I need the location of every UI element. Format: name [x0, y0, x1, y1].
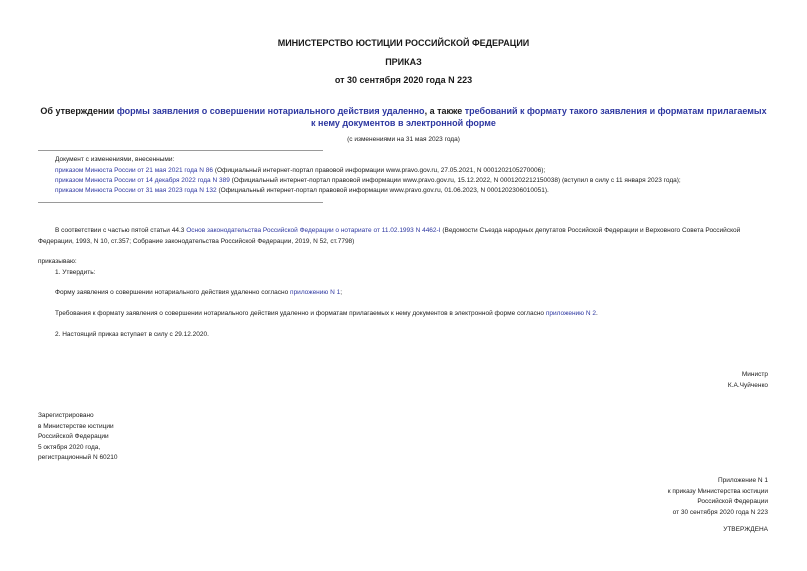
- registration-line: Российской Федерации: [38, 433, 109, 440]
- appendix-2-link[interactable]: приложению N 2: [545, 310, 596, 317]
- registration-block: [38, 411, 118, 464]
- ministry-heading: МИНИСТЕРСТВО ЮСТИЦИИ РОССИЙСКОЙ ФЕДЕРАЦИИ: [277, 38, 530, 48]
- form-end: ;: [340, 289, 343, 296]
- appendix-block: [668, 476, 768, 518]
- preamble-text: В соответствии с частью пятой статьи 44.3: [55, 227, 187, 234]
- title-link-form[interactable]: формы заявления о совершении нотариального действия удаленно: [116, 106, 425, 116]
- appendix-1-link[interactable]: приложению N 1: [290, 289, 341, 296]
- requirements-paragraph: [55, 309, 795, 320]
- title-prefix: Об утверждении: [40, 106, 117, 116]
- change-details: (Официальный интернет-портал правовой информации www.pravo.gov.ru, 01.06.2023, N 0001202306010051).: [216, 187, 549, 194]
- requirements-text: Требования к формату заявления о совершении нотариального действия удаленно и форматам прилагаемых к нему документов в электронной форме согласно: [55, 310, 546, 317]
- appendix-line: к приказу Министерства юстиции: [667, 487, 768, 495]
- requirements-end: .: [595, 310, 598, 317]
- appendix-line: Приложение N 1: [717, 477, 768, 484]
- preamble-source: (Ведомости Съезда народных депутатов Российской Федерации и Верховного Совета Российской Федерации, 1993, N 10, ст.357; Собрание законодательства Российской Федерации, 2019, N 52, ст.7798): [38, 227, 741, 245]
- doc-date-heading: от 30 сентября 2020 года N 223: [334, 75, 473, 85]
- preamble-paragraph: [38, 226, 770, 247]
- title-link-requirements[interactable]: требований к формату такого заявления и форматам прилагаемых к нему документов в электронной форме: [311, 106, 767, 128]
- change-item: [55, 186, 795, 197]
- appendix-line: от 30 сентября 2020 года N 223: [672, 508, 768, 516]
- change-link[interactable]: приказом Минюста России от 31 мая 2023 года N 132: [55, 187, 217, 194]
- form-paragraph: [55, 288, 795, 299]
- amended-note: (с изменениями на 31 мая 2023 года): [347, 136, 460, 143]
- registration-line: 5 октября 2020 года,: [38, 443, 101, 451]
- signature-name: К.А.Чуйченко: [727, 382, 768, 389]
- signature-position: Министр: [741, 371, 768, 378]
- form-text: Форму заявления о совершении нотариального действия удаленно согласно: [55, 289, 291, 296]
- changes-intro: Документ с изменениями, внесенными:: [55, 156, 175, 163]
- item-1: 1. Утвердить:: [55, 269, 96, 276]
- doc-type-heading: ПРИКАЗ: [385, 57, 422, 67]
- registration-line: в Министерстве юстиции: [38, 422, 114, 430]
- change-link[interactable]: приказом Минюста России от 14 декабря 2022 года N 389: [55, 177, 230, 184]
- document-title: [40, 105, 767, 129]
- order-word: приказываю:: [38, 258, 77, 265]
- title-middle: , а также: [424, 106, 465, 116]
- registration-line: Зарегистрировано: [38, 412, 94, 419]
- change-link[interactable]: приказом Минюста России от 21 мая 2021 года N 86: [55, 167, 214, 174]
- change-details: (Официальный интернет-портал правовой информации www.pravo.gov.ru, 15.12.2022, N 0001202212150038) (вступил в силу с 11 января 2023 года);: [229, 177, 681, 184]
- change-item: [55, 176, 795, 187]
- change-item: [55, 166, 795, 177]
- item-2: 2. Настоящий приказ вступает в силу с 29.12.2020.: [55, 331, 209, 338]
- notary-law-link[interactable]: Основ законодательства Российской Федерации о нотариате от 11.02.1993 N 4462-I: [186, 227, 441, 234]
- divider-bottom: [38, 202, 323, 203]
- change-details: (Официальный интернет-портал правовой информации www.pravo.gov.ru, 27.05.2021, N 0001202105270006);: [213, 167, 546, 174]
- approved-label: УТВЕРЖДЕНА: [723, 526, 768, 533]
- registration-line: регистрационный N 60210: [38, 454, 118, 461]
- appendix-line: Российской Федерации: [697, 498, 768, 505]
- divider-top: [38, 150, 323, 151]
